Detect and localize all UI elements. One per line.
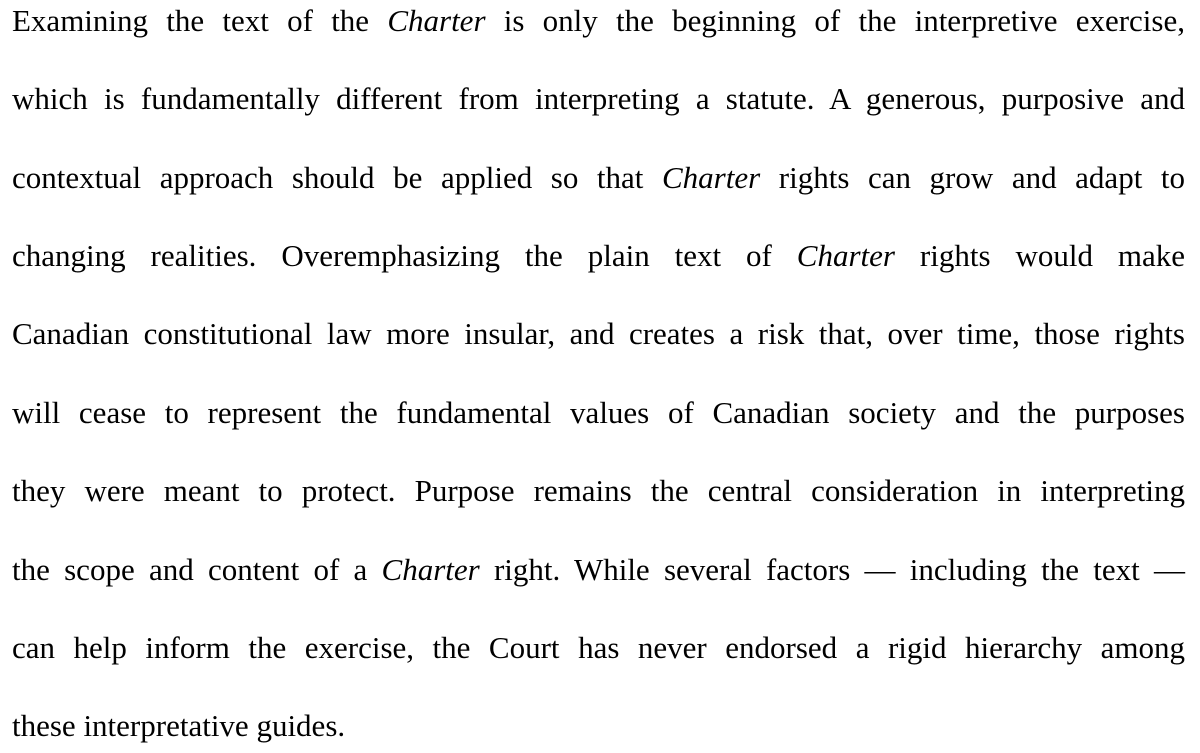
text-line — [12, 706, 1185, 746]
text-run: the scope and content of a — [12, 552, 382, 587]
text-run: contextual approach should be applied so that — [12, 160, 662, 195]
italic-term-charter: Charter — [381, 552, 480, 587]
text-run: which is fundamentally different from interpreting a statute. A generous, purposive and — [12, 81, 1185, 116]
text-run: is only the beginning of the interpretive exercise, — [485, 3, 1185, 38]
italic-term-charter: Charter — [662, 160, 761, 195]
text-line — [12, 471, 1185, 511]
text-run: changing realities. Overemphasizing the plain text of — [12, 238, 797, 273]
text-line — [12, 1, 1185, 41]
text-run: they were meant to protect. Purpose remains the central consideration in interpreting — [12, 473, 1185, 508]
text-line — [12, 79, 1185, 119]
text-run: these interpretative guides. — [12, 708, 346, 743]
text-line — [12, 158, 1185, 198]
text-line — [12, 314, 1185, 354]
text-line — [12, 628, 1185, 668]
text-line — [12, 393, 1185, 433]
text-line — [12, 550, 1185, 590]
text-run: right. While several factors — including the text — — [479, 552, 1185, 587]
text-line — [12, 236, 1185, 276]
text-run: can help inform the exercise, the Court has never endorsed a rigid hierarchy among — [12, 630, 1185, 665]
italic-term-charter: Charter — [796, 238, 895, 273]
text-run: will cease to represent the fundamental values of Canadian society and the purposes — [12, 395, 1185, 430]
text-run: rights would make — [894, 238, 1186, 273]
text-run: rights can grow and adapt to — [760, 160, 1185, 195]
italic-term-charter: Charter — [387, 3, 486, 38]
text-run: Examining the text of the — [12, 3, 388, 38]
text-run: Canadian constitutional law more insular, and creates a risk that, over time, those rights — [12, 316, 1185, 351]
